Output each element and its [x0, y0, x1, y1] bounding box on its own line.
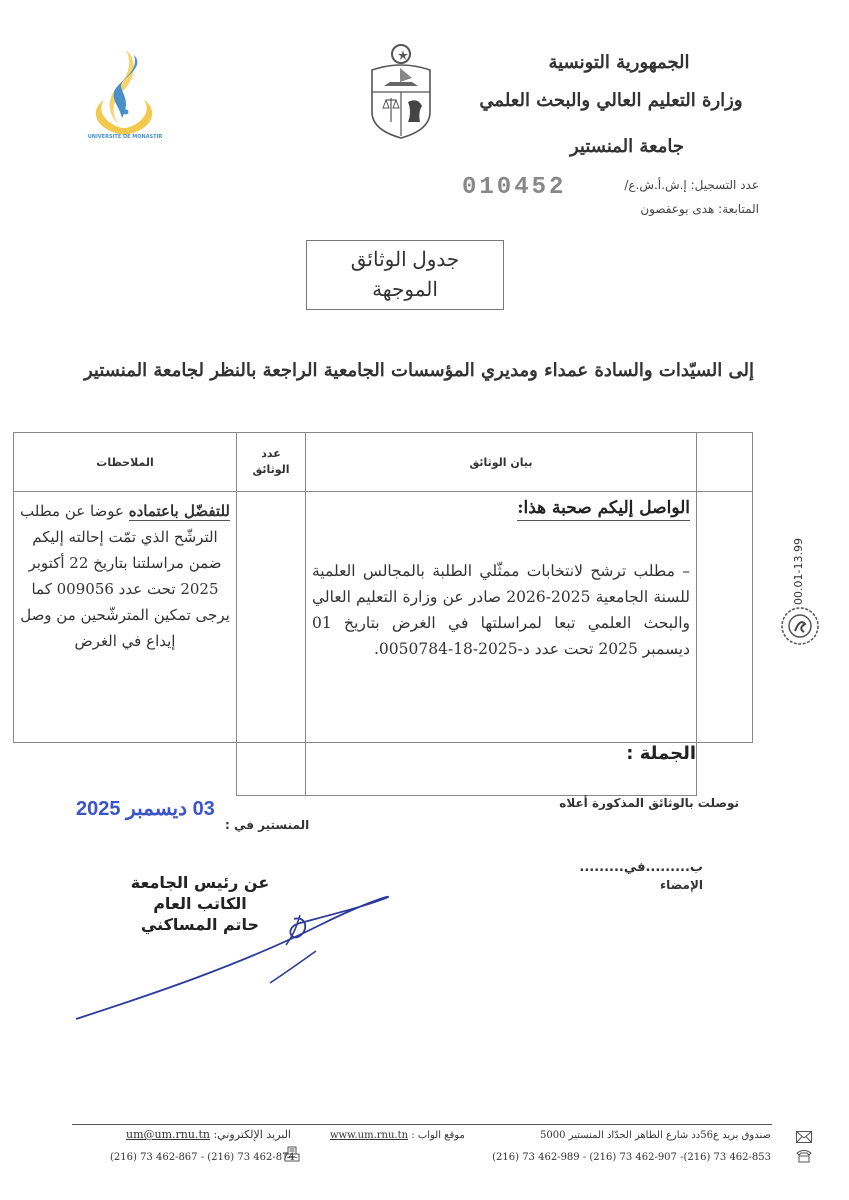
notes-bold: للتفضّل باعتماده: [128, 502, 230, 520]
registration-label: عدد التسجيل: إ.ش.أ.ش.ع/: [624, 178, 759, 192]
signature-label: الإمضاء: [660, 878, 703, 892]
email-label: البريد الإلكتروني:: [213, 1128, 291, 1141]
telephone-icon: [796, 1148, 812, 1167]
footer-phones: (216) 73 462-989 - (216) 73 462-907 -(216) 73 462-853: [492, 1152, 771, 1163]
monastir-date-label: المنستير في :: [225, 818, 310, 832]
footer-address: صندوق بريد ع56دد شارع الطاهر الحدّاد المنستير 5000: [540, 1130, 771, 1141]
total-count-cell: [237, 743, 306, 796]
header-ministry: وزارة التعليم العالي والبحث العلمي: [479, 90, 743, 111]
addressee-line: إلى السيّدات والسادة عمداء ومديري المؤسسات الجامعية الراجعة بالنظر لجامعة المنستير: [83, 360, 754, 381]
header-university: جامعة المنستير: [569, 136, 685, 157]
coat-of-arms-icon: [366, 42, 436, 142]
header-blank-cell: [697, 433, 753, 492]
footer-fax: (216) 73 462-867 - (216) 73 462-874: [110, 1152, 295, 1163]
title-line-2: الموجهة: [372, 279, 438, 301]
header-description: بيان الوثائق: [306, 433, 697, 492]
description-heading: الواصل إليكم صحبة هذا:: [517, 498, 690, 521]
website-link[interactable]: www.um.rnu.tn: [330, 1130, 409, 1141]
web-label: موقع الواب :: [411, 1130, 465, 1141]
notes-cell: [14, 492, 237, 743]
side-code: 00.01-13.99: [792, 538, 805, 605]
follow-up-officer: المتابعة: هدى بوعفصون: [640, 202, 759, 216]
table-row: [14, 492, 753, 743]
email-link[interactable]: um@um.rnu.tn: [126, 1128, 210, 1141]
footer-divider: [72, 1124, 772, 1125]
description-body: – مطلب ترشح لانتخابات ممثّلي الطلبة بالمجالس العلمية للسنة الجامعية 2025-2026 صادر عن وزارة التعليم العالي والبحث العلمي تبعا لمراسلتها في الغرض بتاريخ 01 ديسمبر 2025 تحت عدد د-2025-18-0050784.: [312, 562, 690, 658]
signer-line-2: الكاتب العام: [153, 894, 247, 913]
title-line-1: جدول الوثائق: [350, 249, 460, 271]
total-row: [14, 743, 753, 796]
handwritten-signature: [70, 885, 410, 1029]
document-title-box: [306, 240, 504, 310]
envelope-icon: [796, 1128, 812, 1147]
signer-line-1: عن رئيس الجامعة: [130, 873, 270, 892]
signer-line-3: حاتم المساكني: [140, 915, 260, 934]
table-header-row: [14, 433, 753, 492]
registration-number: 010452: [462, 174, 567, 201]
header-notes: الملاحظات: [14, 433, 237, 492]
signature-icon: [70, 885, 410, 1025]
description-cell: [306, 492, 697, 743]
total-label: الجملة :: [306, 743, 697, 796]
side-stamp: [780, 606, 820, 650]
received-statement: توصلت بالوثائق المذكورة أعلاه: [559, 796, 739, 810]
header-count: عدد الوثائق: [237, 433, 306, 492]
blank-cell: [697, 492, 753, 743]
notes-text: عوضا عن مطلب الترشّح الذي تمّت إحالته إليكم ضمن مراسلتنا بتاريخ 22 أكتوبر 2025 تحت عدد 009056 كما يرجى تمكين المترشّحين من وصل إيداع في الغرض: [20, 502, 230, 650]
header-republic: الجمهورية التونسية: [548, 52, 690, 73]
date-stamp: 03 ديسمبر 2025: [76, 798, 215, 820]
round-stamp-icon: [780, 606, 820, 646]
footer-web: [330, 1130, 465, 1141]
university-logo: [84, 40, 164, 150]
signature-place-date: ب.........في.........: [579, 860, 703, 875]
university-logo-text: UNIVERSITE DE MONASTIR: [87, 134, 163, 140]
coat-of-arms: [366, 42, 436, 142]
footer-email: [126, 1128, 291, 1141]
count-cell: [237, 492, 306, 743]
documents-table: [13, 432, 753, 796]
